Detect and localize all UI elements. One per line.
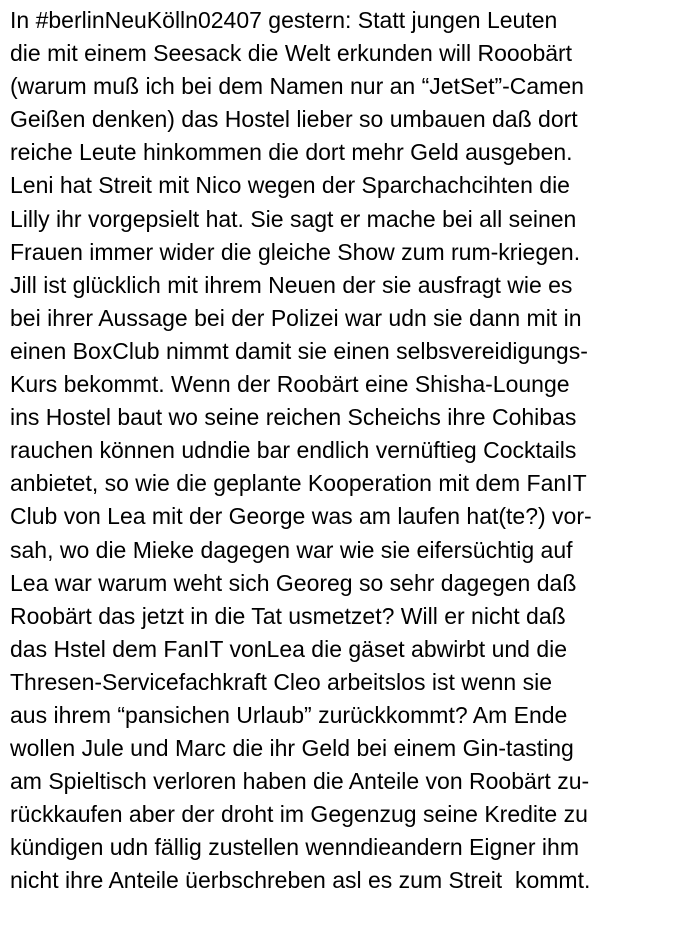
document-body xyxy=(10,4,680,898)
text-line: ins Hostel baut wo seine reichen Scheichs ihre Cohibas xyxy=(10,404,577,431)
text-line: Kurs bekommt. Wenn der Roobärt eine Shisha-Lounge xyxy=(10,371,570,398)
text-line: einen BoxClub nimmt damit sie einen selbsvereidigungs- xyxy=(10,337,588,364)
text-line: reiche Leute hinkommen die dort mehr Geld ausgeben. xyxy=(10,139,573,166)
text-line: Thresen-Servicefachkraft Cleo arbeitslos ist wenn sie xyxy=(10,668,553,695)
text-line: das Hstel dem FanIT vonLea die gäset abwirbt und die xyxy=(10,635,568,662)
text-line: rückkaufen aber der droht im Gegenzug seine Kredite zu xyxy=(10,801,588,828)
text-line: Lea war warum weht sich Georeg so sehr dagegen daß xyxy=(10,569,577,596)
text-line: Frauen immer wider die gleiche Show zum rum-kriegen. xyxy=(10,238,581,265)
text-line: kündigen udn fällig zustellen wenndieandern Eigner ihm xyxy=(10,834,579,861)
text-line: Lilly ihr vorgepsielt hat. Sie sagt er mache bei all seinen xyxy=(10,205,577,232)
text-line: sah, wo die Mieke dagegen war wie sie eifersüchtig auf xyxy=(10,536,573,563)
text-line: Roobärt das jetzt in die Tat usmetzet? Will er nicht daß xyxy=(10,602,566,629)
text-line: In #berlinNeuKölln02407 gestern: Statt jungen Leuten xyxy=(10,7,558,33)
text-line: Geißen denken) das Hostel lieber so umbauen daß dort xyxy=(10,106,578,133)
text-line: (warum muß ich bei dem Namen nur an “JetSet”-Camen xyxy=(10,73,584,100)
text-line: Jill ist glücklich mit ihrem Neuen der sie ausfragt wie es xyxy=(10,271,573,298)
text-line: wollen Jule und Marc die ihr Geld bei einem Gin-tasting xyxy=(10,735,574,762)
text-line: rauchen können udndie bar endlich vernüftieg Cocktails xyxy=(10,437,577,464)
text-line: die mit einem Seesack die Welt erkunden will Rooobärt xyxy=(10,40,573,67)
text-line: aus ihrem “pansichen Urlaub” zurückkommt? Am Ende xyxy=(10,701,568,728)
text-line: bei ihrer Aussage bei der Polizei war udn sie dann mit in xyxy=(10,304,582,331)
text-line: nicht ihre Anteile üerbschreben asl es zum Streit kommt. xyxy=(10,867,591,894)
text-line: Club von Lea mit der George was am laufen hat(te?) vor- xyxy=(10,503,592,530)
text-line: Leni hat Streit mit Nico wegen der Sparchachcihten die xyxy=(10,172,570,199)
text-line: am Spieltisch verloren haben die Anteile von Roobärt zu- xyxy=(10,768,590,795)
text-line: anbietet, so wie die geplante Kooperation mit dem FanIT xyxy=(10,470,587,497)
